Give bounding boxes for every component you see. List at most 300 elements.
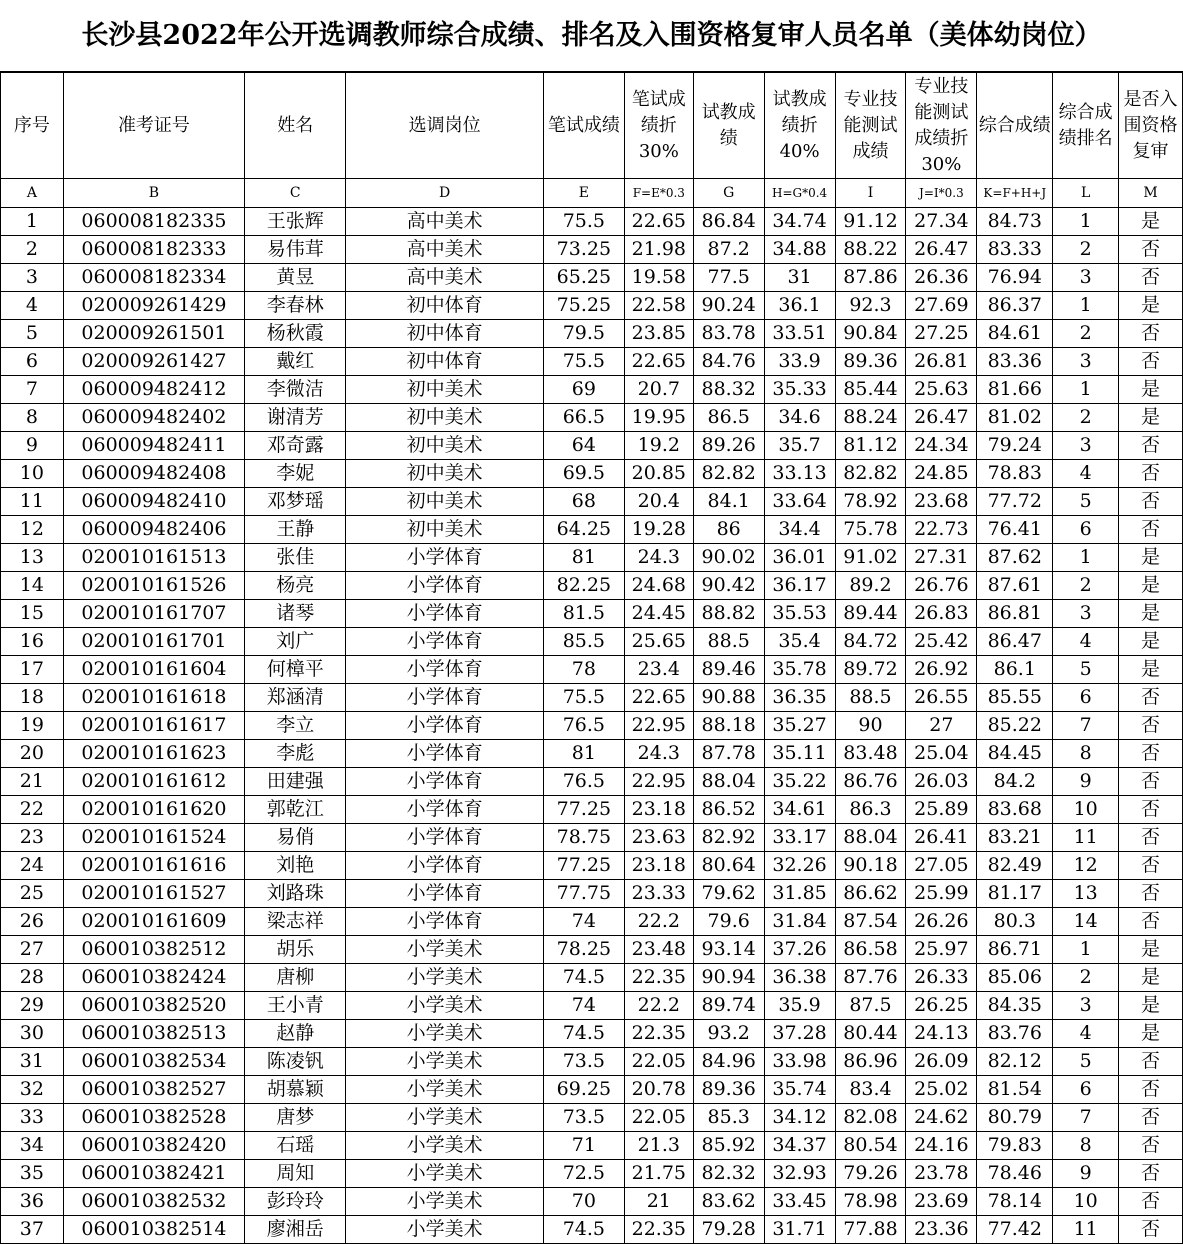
name-cell: 唐柳 <box>245 964 346 992</box>
written-score-cell: 82.25 <box>543 572 624 600</box>
written-score-cell: 70 <box>543 1188 624 1216</box>
written-30-cell: 21.98 <box>624 236 693 264</box>
skill-score-cell: 88.5 <box>835 684 906 712</box>
total-score-cell: 86.71 <box>977 936 1053 964</box>
seq-cell: 24 <box>1 852 64 880</box>
rank-cell: 5 <box>1053 1048 1119 1076</box>
skill-score-cell: 86.96 <box>835 1048 906 1076</box>
seq-cell: 31 <box>1 1048 64 1076</box>
rank-cell: 1 <box>1053 936 1119 964</box>
seq-cell: 14 <box>1 572 64 600</box>
teaching-40-cell: 31.84 <box>764 908 835 936</box>
name-cell: 李彪 <box>245 740 346 768</box>
rank-cell: 1 <box>1053 208 1119 236</box>
written-score-cell: 73.25 <box>543 236 624 264</box>
review-cell: 是 <box>1119 992 1183 1020</box>
exam-id-cell: 060010382421 <box>63 1160 244 1188</box>
name-cell: 胡慕颖 <box>245 1076 346 1104</box>
name-cell: 唐梦 <box>245 1104 346 1132</box>
formula-cell: J=I*0.3 <box>906 179 977 208</box>
written-30-cell: 19.58 <box>624 264 693 292</box>
name-cell: 王张辉 <box>245 208 346 236</box>
written-30-cell: 23.85 <box>624 320 693 348</box>
teaching-score-cell: 90.88 <box>693 684 764 712</box>
teaching-40-cell: 33.13 <box>764 460 835 488</box>
skill-30-cell: 27.25 <box>906 320 977 348</box>
table-row <box>1 572 1183 600</box>
skill-score-cell: 83.4 <box>835 1076 906 1104</box>
exam-id-cell: 060010382512 <box>63 936 244 964</box>
written-30-cell: 24.45 <box>624 600 693 628</box>
review-cell: 否 <box>1119 264 1183 292</box>
skill-score-cell: 78.92 <box>835 488 906 516</box>
skill-30-cell: 26.25 <box>906 992 977 1020</box>
header-cell-review: 是否入围资格复审 <box>1119 73 1183 179</box>
seq-cell: 9 <box>1 432 64 460</box>
teaching-score-cell: 93.2 <box>693 1020 764 1048</box>
review-cell: 否 <box>1119 488 1183 516</box>
position-cell: 小学美术 <box>346 1076 544 1104</box>
name-cell: 赵静 <box>245 1020 346 1048</box>
total-score-cell: 86.81 <box>977 600 1053 628</box>
written-30-cell: 22.35 <box>624 964 693 992</box>
position-cell: 小学体育 <box>346 796 544 824</box>
position-cell: 小学体育 <box>346 544 544 572</box>
review-cell: 否 <box>1119 516 1183 544</box>
position-cell: 高中美术 <box>346 236 544 264</box>
total-score-cell: 80.3 <box>977 908 1053 936</box>
position-cell: 初中体育 <box>346 320 544 348</box>
skill-30-cell: 23.36 <box>906 1216 977 1244</box>
rank-cell: 11 <box>1053 1216 1119 1244</box>
position-cell: 小学体育 <box>346 852 544 880</box>
name-cell: 郑涵清 <box>245 684 346 712</box>
written-score-cell: 85.5 <box>543 628 624 656</box>
teaching-score-cell: 82.92 <box>693 824 764 852</box>
name-cell: 易俏 <box>245 824 346 852</box>
table-row <box>1 1188 1183 1216</box>
review-cell: 是 <box>1119 936 1183 964</box>
seq-cell: 32 <box>1 1076 64 1104</box>
formula-cell: F=E*0.3 <box>624 179 693 208</box>
review-cell: 否 <box>1119 880 1183 908</box>
exam-id-cell: 060010382513 <box>63 1020 244 1048</box>
skill-30-cell: 24.62 <box>906 1104 977 1132</box>
teaching-40-cell: 35.74 <box>764 1076 835 1104</box>
skill-score-cell: 88.24 <box>835 404 906 432</box>
total-score-cell: 80.79 <box>977 1104 1053 1132</box>
skill-score-cell: 87.86 <box>835 264 906 292</box>
review-cell: 否 <box>1119 432 1183 460</box>
teaching-score-cell: 86.84 <box>693 208 764 236</box>
written-score-cell: 71 <box>543 1132 624 1160</box>
total-score-cell: 82.12 <box>977 1048 1053 1076</box>
table-row <box>1 768 1183 796</box>
skill-30-cell: 25.99 <box>906 880 977 908</box>
rank-cell: 3 <box>1053 600 1119 628</box>
seq-cell: 6 <box>1 348 64 376</box>
skill-score-cell: 81.12 <box>835 432 906 460</box>
written-30-cell: 22.58 <box>624 292 693 320</box>
teaching-40-cell: 35.33 <box>764 376 835 404</box>
exam-id-cell: 060009482402 <box>63 404 244 432</box>
written-score-cell: 76.5 <box>543 712 624 740</box>
written-30-cell: 23.48 <box>624 936 693 964</box>
teaching-score-cell: 83.78 <box>693 320 764 348</box>
seq-cell: 35 <box>1 1160 64 1188</box>
skill-30-cell: 26.47 <box>906 236 977 264</box>
written-score-cell: 75.5 <box>543 348 624 376</box>
exam-id-cell: 020010161707 <box>63 600 244 628</box>
rank-cell: 1 <box>1053 376 1119 404</box>
written-score-cell: 77.75 <box>543 880 624 908</box>
skill-30-cell: 25.97 <box>906 936 977 964</box>
written-30-cell: 23.18 <box>624 796 693 824</box>
seq-cell: 8 <box>1 404 64 432</box>
teaching-score-cell: 90.24 <box>693 292 764 320</box>
formula-cell: H=G*0.4 <box>764 179 835 208</box>
table-row <box>1 264 1183 292</box>
teaching-score-cell: 86.5 <box>693 404 764 432</box>
name-cell: 易伟茸 <box>245 236 346 264</box>
table-row <box>1 488 1183 516</box>
written-30-cell: 22.2 <box>624 992 693 1020</box>
header-cell-teaching: 试教成绩 <box>693 73 764 179</box>
rank-cell: 5 <box>1053 656 1119 684</box>
review-cell: 否 <box>1119 684 1183 712</box>
header-cell-seq: 序号 <box>1 73 64 179</box>
written-score-cell: 81 <box>543 544 624 572</box>
skill-30-cell: 27 <box>906 712 977 740</box>
total-score-cell: 83.68 <box>977 796 1053 824</box>
skill-score-cell: 79.26 <box>835 1160 906 1188</box>
skill-score-cell: 86.58 <box>835 936 906 964</box>
written-score-cell: 64 <box>543 432 624 460</box>
total-score-cell: 77.42 <box>977 1216 1053 1244</box>
table-row <box>1 1104 1183 1132</box>
review-cell: 是 <box>1119 964 1183 992</box>
skill-score-cell: 80.44 <box>835 1020 906 1048</box>
position-cell: 小学体育 <box>346 572 544 600</box>
seq-cell: 23 <box>1 824 64 852</box>
exam-id-cell: 020010161701 <box>63 628 244 656</box>
skill-score-cell: 82.08 <box>835 1104 906 1132</box>
rank-cell: 10 <box>1053 796 1119 824</box>
written-30-cell: 22.95 <box>624 712 693 740</box>
teaching-40-cell: 37.26 <box>764 936 835 964</box>
written-30-cell: 20.78 <box>624 1076 693 1104</box>
header-cell-exam-id: 准考证号 <box>63 73 244 179</box>
rank-cell: 2 <box>1053 320 1119 348</box>
exam-id-cell: 060008182334 <box>63 264 244 292</box>
written-30-cell: 22.35 <box>624 1020 693 1048</box>
written-score-cell: 73.5 <box>543 1048 624 1076</box>
written-30-cell: 22.65 <box>624 208 693 236</box>
seq-cell: 10 <box>1 460 64 488</box>
letter-cell: G <box>693 179 764 208</box>
teaching-score-cell: 82.82 <box>693 460 764 488</box>
written-30-cell: 21 <box>624 1188 693 1216</box>
rank-cell: 1 <box>1053 292 1119 320</box>
written-30-cell: 24.3 <box>624 740 693 768</box>
total-score-cell: 78.14 <box>977 1188 1053 1216</box>
teaching-40-cell: 31.85 <box>764 880 835 908</box>
skill-score-cell: 86.62 <box>835 880 906 908</box>
seq-cell: 12 <box>1 516 64 544</box>
exam-id-cell: 020010161604 <box>63 656 244 684</box>
teaching-score-cell: 88.04 <box>693 768 764 796</box>
name-cell: 郭乾江 <box>245 796 346 824</box>
exam-id-cell: 020009261501 <box>63 320 244 348</box>
teaching-40-cell: 32.26 <box>764 852 835 880</box>
written-score-cell: 69.25 <box>543 1076 624 1104</box>
written-30-cell: 24.3 <box>624 544 693 572</box>
total-score-cell: 84.35 <box>977 992 1053 1020</box>
teaching-40-cell: 34.37 <box>764 1132 835 1160</box>
letter-cell: D <box>346 179 544 208</box>
rank-cell: 3 <box>1053 992 1119 1020</box>
total-score-cell: 83.33 <box>977 236 1053 264</box>
total-score-cell: 85.55 <box>977 684 1053 712</box>
teaching-40-cell: 33.98 <box>764 1048 835 1076</box>
name-cell: 李立 <box>245 712 346 740</box>
table-row <box>1 628 1183 656</box>
skill-30-cell: 25.04 <box>906 740 977 768</box>
name-cell: 何樟平 <box>245 656 346 684</box>
table-row <box>1 656 1183 684</box>
position-cell: 小学体育 <box>346 628 544 656</box>
written-score-cell: 74.5 <box>543 1216 624 1244</box>
skill-score-cell: 91.12 <box>835 208 906 236</box>
skill-30-cell: 23.69 <box>906 1188 977 1216</box>
teaching-score-cell: 86 <box>693 516 764 544</box>
review-cell: 否 <box>1119 768 1183 796</box>
teaching-score-cell: 79.62 <box>693 880 764 908</box>
seq-cell: 29 <box>1 992 64 1020</box>
skill-30-cell: 25.63 <box>906 376 977 404</box>
review-cell: 是 <box>1119 376 1183 404</box>
name-cell: 李妮 <box>245 460 346 488</box>
total-score-cell: 85.22 <box>977 712 1053 740</box>
position-cell: 初中体育 <box>346 292 544 320</box>
review-cell: 否 <box>1119 1076 1183 1104</box>
review-cell: 是 <box>1119 628 1183 656</box>
skill-30-cell: 22.73 <box>906 516 977 544</box>
written-score-cell: 77.25 <box>543 852 624 880</box>
total-score-cell: 84.61 <box>977 320 1053 348</box>
written-score-cell: 74 <box>543 992 624 1020</box>
review-cell: 否 <box>1119 852 1183 880</box>
table-row <box>1 992 1183 1020</box>
teaching-40-cell: 33.51 <box>764 320 835 348</box>
skill-30-cell: 26.55 <box>906 684 977 712</box>
skill-score-cell: 77.88 <box>835 1216 906 1244</box>
table-row <box>1 376 1183 404</box>
rank-cell: 6 <box>1053 684 1119 712</box>
written-30-cell: 24.68 <box>624 572 693 600</box>
exam-id-cell: 060010382527 <box>63 1076 244 1104</box>
written-30-cell: 22.95 <box>624 768 693 796</box>
teaching-40-cell: 35.53 <box>764 600 835 628</box>
teaching-40-cell: 35.7 <box>764 432 835 460</box>
skill-30-cell: 25.42 <box>906 628 977 656</box>
rank-cell: 10 <box>1053 1188 1119 1216</box>
seq-cell: 3 <box>1 264 64 292</box>
written-30-cell: 21.75 <box>624 1160 693 1188</box>
rank-cell: 2 <box>1053 404 1119 432</box>
total-score-cell: 78.83 <box>977 460 1053 488</box>
position-cell: 高中美术 <box>346 264 544 292</box>
skill-score-cell: 89.36 <box>835 348 906 376</box>
skill-30-cell: 26.36 <box>906 264 977 292</box>
skill-30-cell: 26.26 <box>906 908 977 936</box>
skill-score-cell: 87.5 <box>835 992 906 1020</box>
name-cell: 田建强 <box>245 768 346 796</box>
teaching-score-cell: 88.18 <box>693 712 764 740</box>
seq-cell: 2 <box>1 236 64 264</box>
total-score-cell: 83.21 <box>977 824 1053 852</box>
name-cell: 黄昱 <box>245 264 346 292</box>
rank-cell: 5 <box>1053 488 1119 516</box>
position-cell: 小学体育 <box>346 684 544 712</box>
total-score-cell: 81.54 <box>977 1076 1053 1104</box>
name-cell: 张佳 <box>245 544 346 572</box>
table-row <box>1 852 1183 880</box>
teaching-40-cell: 32.93 <box>764 1160 835 1188</box>
seq-cell: 19 <box>1 712 64 740</box>
review-cell: 否 <box>1119 1048 1183 1076</box>
table-row <box>1 964 1183 992</box>
position-cell: 小学美术 <box>346 1160 544 1188</box>
header-cell-skill: 专业技能测试成绩 <box>835 73 906 179</box>
teaching-score-cell: 93.14 <box>693 936 764 964</box>
teaching-40-cell: 34.4 <box>764 516 835 544</box>
written-30-cell: 22.05 <box>624 1048 693 1076</box>
position-cell: 小学体育 <box>346 656 544 684</box>
seq-cell: 5 <box>1 320 64 348</box>
written-score-cell: 78.25 <box>543 936 624 964</box>
total-score-cell: 83.36 <box>977 348 1053 376</box>
review-cell: 否 <box>1119 908 1183 936</box>
header-cell-position: 选调岗位 <box>346 73 544 179</box>
name-cell: 周知 <box>245 1160 346 1188</box>
position-cell: 小学美术 <box>346 1104 544 1132</box>
position-cell: 小学体育 <box>346 880 544 908</box>
teaching-40-cell: 34.12 <box>764 1104 835 1132</box>
exam-id-cell: 060009482406 <box>63 516 244 544</box>
skill-30-cell: 23.68 <box>906 488 977 516</box>
skill-30-cell: 24.16 <box>906 1132 977 1160</box>
teaching-score-cell: 87.78 <box>693 740 764 768</box>
skill-30-cell: 24.13 <box>906 1020 977 1048</box>
seq-cell: 13 <box>1 544 64 572</box>
position-cell: 小学体育 <box>346 740 544 768</box>
teaching-40-cell: 37.28 <box>764 1020 835 1048</box>
exam-id-cell: 060008182333 <box>63 236 244 264</box>
position-cell: 初中美术 <box>346 376 544 404</box>
total-score-cell: 83.76 <box>977 1020 1053 1048</box>
skill-30-cell: 26.76 <box>906 572 977 600</box>
header-cell-skill-30: 专业技能测试成绩折30% <box>906 73 977 179</box>
letter-cell: B <box>63 179 244 208</box>
seq-cell: 17 <box>1 656 64 684</box>
position-cell: 小学体育 <box>346 824 544 852</box>
teaching-40-cell: 34.88 <box>764 236 835 264</box>
skill-30-cell: 25.02 <box>906 1076 977 1104</box>
skill-score-cell: 90.84 <box>835 320 906 348</box>
teaching-40-cell: 33.64 <box>764 488 835 516</box>
name-cell: 戴红 <box>245 348 346 376</box>
exam-id-cell: 020010161620 <box>63 796 244 824</box>
total-score-cell: 86.37 <box>977 292 1053 320</box>
exam-id-cell: 060010382514 <box>63 1216 244 1244</box>
position-cell: 初中美术 <box>346 404 544 432</box>
name-cell: 李微洁 <box>245 376 346 404</box>
skill-30-cell: 26.41 <box>906 824 977 852</box>
name-cell: 谢清芳 <box>245 404 346 432</box>
table-row <box>1 1020 1183 1048</box>
written-score-cell: 69.5 <box>543 460 624 488</box>
teaching-40-cell: 35.22 <box>764 768 835 796</box>
rank-cell: 2 <box>1053 964 1119 992</box>
seq-cell: 21 <box>1 768 64 796</box>
total-score-cell: 84.45 <box>977 740 1053 768</box>
rank-cell: 1 <box>1053 544 1119 572</box>
header-cell-written-30: 笔试成绩折30% <box>624 73 693 179</box>
table-row <box>1 936 1183 964</box>
position-cell: 小学美术 <box>346 1132 544 1160</box>
total-score-cell: 76.94 <box>977 264 1053 292</box>
skill-score-cell: 89.2 <box>835 572 906 600</box>
teaching-40-cell: 36.35 <box>764 684 835 712</box>
name-cell: 李春林 <box>245 292 346 320</box>
teaching-40-cell: 35.11 <box>764 740 835 768</box>
review-cell: 否 <box>1119 1216 1183 1244</box>
position-cell: 高中美术 <box>346 208 544 236</box>
exam-id-cell: 060010382534 <box>63 1048 244 1076</box>
total-score-cell: 82.49 <box>977 852 1053 880</box>
name-cell: 石瑶 <box>245 1132 346 1160</box>
skill-score-cell: 91.02 <box>835 544 906 572</box>
review-cell: 是 <box>1119 656 1183 684</box>
exam-id-cell: 060010382528 <box>63 1104 244 1132</box>
header-cell-total: 综合成绩 <box>977 73 1053 179</box>
skill-30-cell: 24.85 <box>906 460 977 488</box>
rank-cell: 7 <box>1053 1104 1119 1132</box>
skill-30-cell: 27.69 <box>906 292 977 320</box>
written-score-cell: 69 <box>543 376 624 404</box>
review-cell: 否 <box>1119 460 1183 488</box>
rank-cell: 3 <box>1053 432 1119 460</box>
skill-score-cell: 80.54 <box>835 1132 906 1160</box>
teaching-score-cell: 84.76 <box>693 348 764 376</box>
skill-score-cell: 82.82 <box>835 460 906 488</box>
seq-cell: 22 <box>1 796 64 824</box>
exam-id-cell: 060009482408 <box>63 460 244 488</box>
skill-score-cell: 75.78 <box>835 516 906 544</box>
teaching-40-cell: 36.38 <box>764 964 835 992</box>
written-score-cell: 76.5 <box>543 768 624 796</box>
written-score-cell: 66.5 <box>543 404 624 432</box>
letter-cell: M <box>1119 179 1183 208</box>
rank-cell: 6 <box>1053 516 1119 544</box>
table-row <box>1 796 1183 824</box>
exam-id-cell: 020010161526 <box>63 572 244 600</box>
seq-cell: 37 <box>1 1216 64 1244</box>
teaching-score-cell: 77.5 <box>693 264 764 292</box>
seq-cell: 16 <box>1 628 64 656</box>
written-30-cell: 23.4 <box>624 656 693 684</box>
